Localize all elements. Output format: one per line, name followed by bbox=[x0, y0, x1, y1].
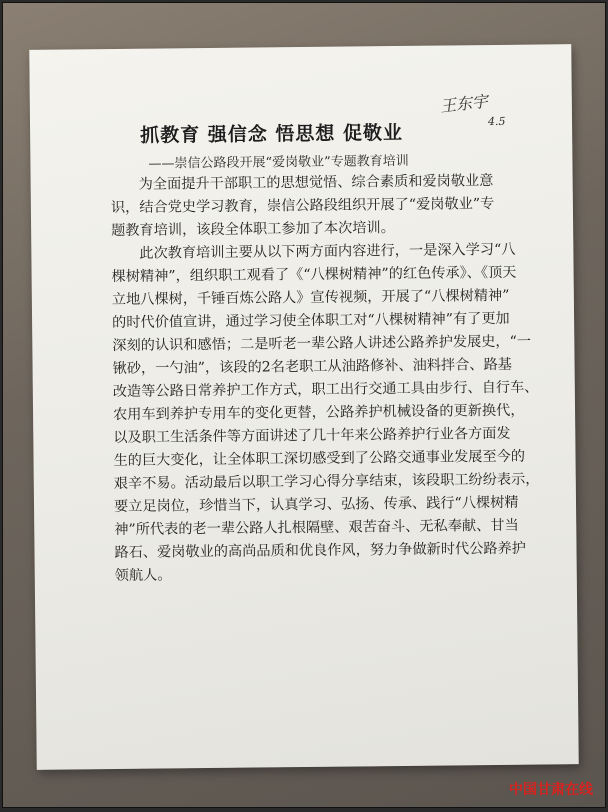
body-line: 此次教育培训主要从以下两方面内容进行，一是深入学习“八 bbox=[139, 241, 516, 262]
body-line: 为全面提升干部职工的思想觉悟、综合素质和爱岗敬业意 bbox=[138, 173, 494, 193]
body-line: 路石、爱岗敬业的高尚品质和优良作风，努力争做新时代公路养护 bbox=[114, 540, 527, 561]
document-subtitle: ——崇信公路段开展“爱岗敬业”专题教育培训 bbox=[148, 153, 409, 172]
body-line: 农用车到养护专用车的变化更替，公路养护机械设备的更新换代， bbox=[112, 402, 525, 423]
document-title: 抓教育 强信念 悟思想 促敬业 bbox=[140, 121, 404, 147]
body-line: 的时代价值宣讲，通过学习使全体职工对“八棵树精神”有了更加 bbox=[112, 310, 510, 332]
body-line: 立地八棵树，千锤百炼公路人》宣传视频，开展了“八棵树精神” bbox=[111, 287, 510, 309]
paper-sheet bbox=[29, 44, 579, 770]
body-line: 棵树精神”，组织职工观看了《“八棵树精神”的红色传承》、《顶天 bbox=[111, 264, 517, 286]
document-body bbox=[111, 170, 545, 588]
body-line: 以及职工生活条件等方面讲述了几十年来公路养护行业各方面发 bbox=[113, 425, 511, 446]
body-line: 识，结合党史学习教育，崇信公路段组织开展了“爱岗敬业”专 bbox=[110, 195, 495, 217]
handwritten-signature: 王东宇 bbox=[439, 91, 489, 116]
body-line: 艰辛不易。活动最后以职工学习心得分享结束，该段职工纷纷表示， bbox=[113, 471, 540, 492]
body-line: 改造等公路日常养护工作方式，职工出行交通工具由步行、自行车、 bbox=[112, 379, 539, 401]
photo-frame bbox=[2, 2, 606, 808]
handwritten-date: 4.5 bbox=[487, 114, 506, 129]
body-line: 锹砂，一勺油”，该段的2名老职工从油路修补、油料拌合、路基 bbox=[112, 356, 513, 378]
body-line: 生的巨大变化，让全体职工深切感受到了公路交通事业发展至今的 bbox=[113, 448, 526, 469]
body-line: 要立足岗位，珍惜当下，认真学习、弘扬、传承、践行“八棵树精 bbox=[113, 494, 519, 515]
body-line: 深刻的认识和感悟；二是听老一辈公路人讲述公路养护发展史，“一 bbox=[112, 333, 532, 355]
site-watermark: 中国甘肃在线 bbox=[509, 782, 593, 798]
body-line: 领航人。 bbox=[114, 567, 172, 584]
body-line: 神”所代表的老一辈公路人扎根隔壁、艰苦奋斗、无私奉献、甘当 bbox=[114, 517, 519, 538]
body-line: 题教育培训，该段全体职工参加了本次培训。 bbox=[111, 220, 395, 240]
